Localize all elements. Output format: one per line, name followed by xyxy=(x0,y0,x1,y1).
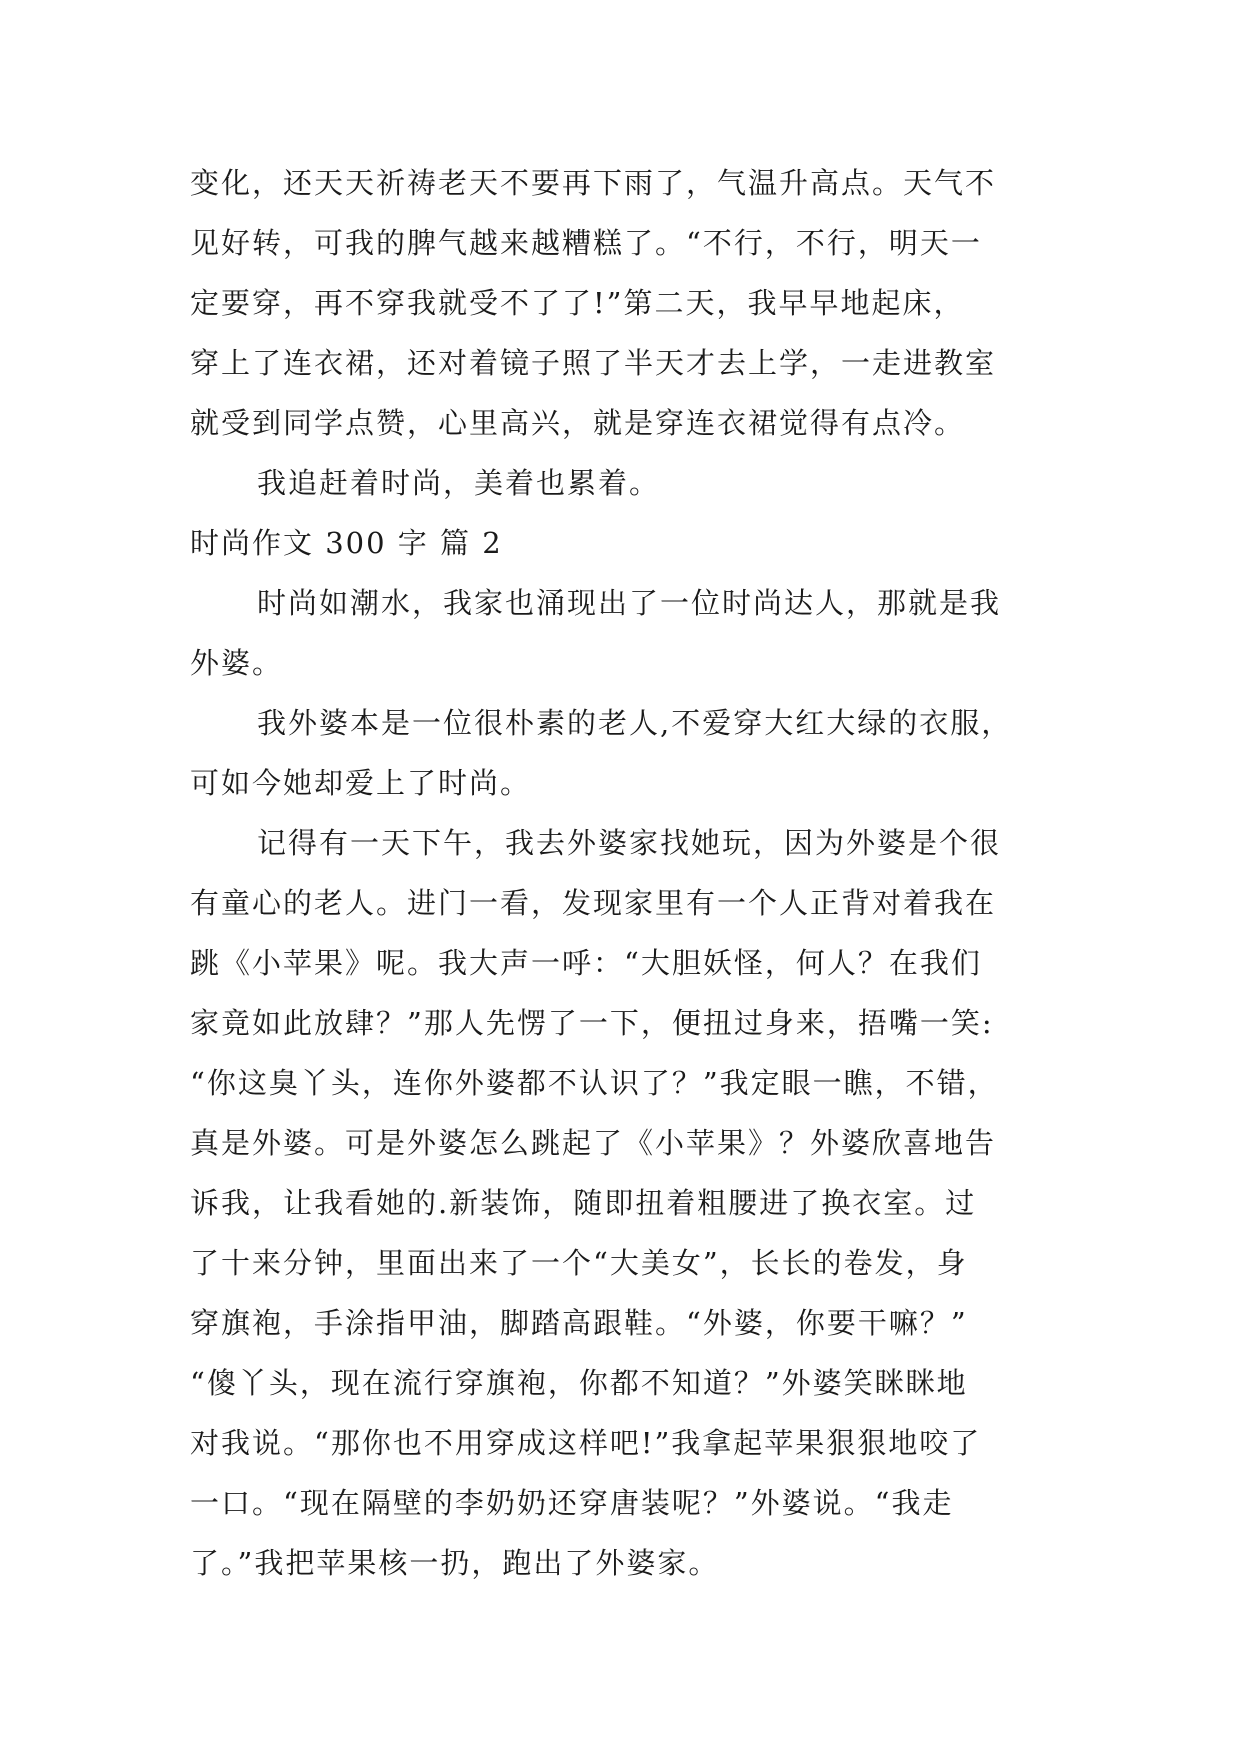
text-line: 就受到同学点赞，心里高兴，就是穿连衣裙觉得有点冷。 xyxy=(190,406,966,440)
text-line: 家竟如此放肆？”那人先愣了一下，便扭过身来，捂嘴一笑: xyxy=(190,1006,994,1040)
text-line: “傻丫头，现在流行穿旗袍，你都不知道？”外婆笑眯眯地 xyxy=(190,1366,968,1400)
text-line: 诉我，让我看她的.新装饰，随即扭着粗腰进了换衣室。过 xyxy=(190,1186,977,1220)
text-line: 一口。“现在隔壁的李奶奶还穿唐装呢？”外婆说。“我走 xyxy=(190,1486,954,1520)
section-heading: 时尚作文 300 字 篇 2 xyxy=(190,526,503,560)
text-line: 有童心的老人。进门一看，发现家里有一个人正背对着我在 xyxy=(190,886,997,920)
text-line: 外婆。 xyxy=(190,646,284,680)
text-line: 定要穿，再不穿我就受不了了!”第二天，我早早地起床， xyxy=(190,286,965,320)
text-line: 了十来分钟，里面出来了一个“大美女”，长长的卷发，身 xyxy=(190,1246,968,1280)
text-line: 真是外婆。可是外婆怎么跳起了《小苹果》？外婆欣喜地告 xyxy=(190,1126,997,1160)
text-line: 可如今她却爱上了时尚。 xyxy=(190,766,532,800)
text-line: 见好转，可我的脾气越来越糟糕了。“不行，不行，明天一 xyxy=(190,226,982,260)
text-line: 跳《小苹果》呢。我大声一呼：“大胆妖怪，何人？在我们 xyxy=(190,946,982,980)
text-line: 穿旗袍，手涂指甲油，脚踏高跟鞋。“外婆，你要干嘛？” xyxy=(190,1306,968,1340)
text-line: 穿上了连衣裙，还对着镜子照了半天才去上学，一走进教室 xyxy=(190,346,997,380)
text-line: 记得有一天下午，我去外婆家找她玩，因为外婆是个很 xyxy=(257,826,1002,860)
text-line: “你这臭丫头，连你外婆都不认识了？”我定眼一瞧，不错， xyxy=(190,1066,999,1100)
text-line: 了。”我把苹果核一扔，跑出了外婆家。 xyxy=(190,1546,720,1580)
text-line: 变化，还天天祈祷老天不要再下雨了，气温升高点。天气不 xyxy=(190,166,997,200)
text-line: 对我说。“那你也不用穿成这样吧!”我拿起苹果狠狠地咬了 xyxy=(190,1426,982,1460)
text-line: 我追赶着时尚，美着也累着。 xyxy=(257,466,661,500)
text-line: 时尚如潮水，我家也涌现出了一位时尚达人，那就是我 xyxy=(257,586,1002,620)
text-line: 我外婆本是一位很朴素的老人,不爱穿大红大绿的衣服， xyxy=(257,706,1013,740)
